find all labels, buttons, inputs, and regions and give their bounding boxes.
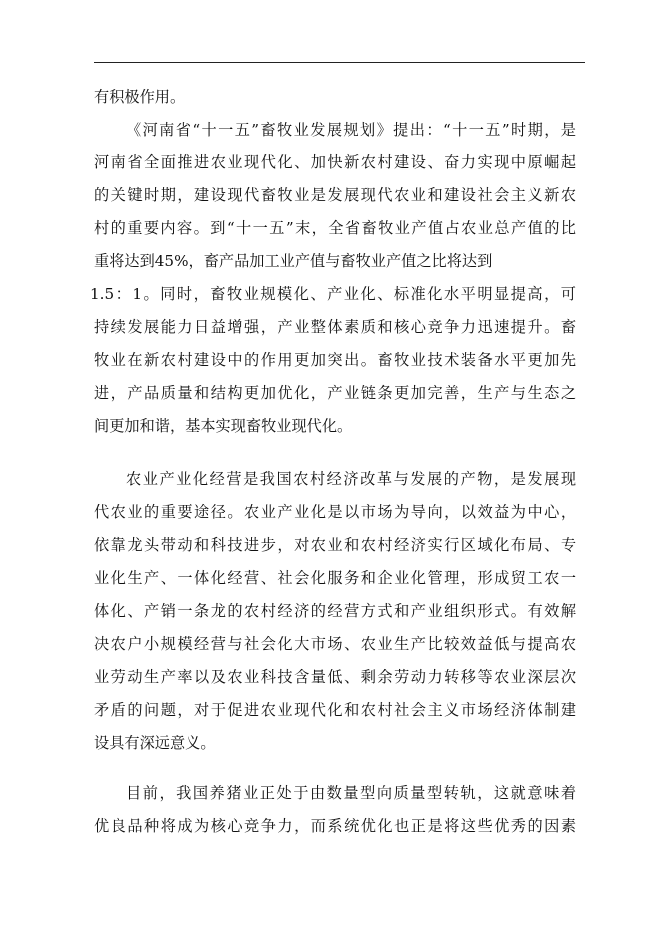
text-line: 村的重要内容。到“十一五”末，全省畜牧业产值占农业总产值的比 xyxy=(94,219,576,237)
text-line: 优良品种将成为核心竞争力，而系统优化也正是将这些优秀的因素 xyxy=(94,817,576,835)
text-line: 设具有深远意义。 xyxy=(94,734,216,752)
text-line: 的关键时期，建设现代畜牧业是发展现代农业和建设社会主义新农 xyxy=(94,186,576,204)
text-line: 业化生产、一体化经营、社会化服务和企业化管理，形成贸工农一 xyxy=(94,569,576,587)
text-line: 间更加和谐，基本实现畜牧业现代化。 xyxy=(94,417,353,435)
header-rule xyxy=(94,62,585,63)
text-line: 有积极作用。 xyxy=(94,88,186,106)
paragraph-start-line: 《河南省“十一五”畜牧业发展规划》提出：“十一五”时期，是 xyxy=(126,121,576,139)
text-line: 矛盾的问题，对于促进农业现代化和农村社会主义市场经济体制建 xyxy=(94,701,576,719)
text-line: 依靠龙头带动和科技进步，对农业和农村经济实行区域化布局、专 xyxy=(94,536,576,554)
paragraph-start-line: 农业产业化经营是我国农村经济改革与发展的产物，是发展现 xyxy=(126,470,576,488)
text-line: 决农户小规模经营与社会化大市场、农业生产比较效益低与提高农 xyxy=(94,635,576,653)
text-line: 业劳动生产率以及农业科技含量低、剩余劳动力转移等农业深层次 xyxy=(94,668,576,686)
text-line: 持续发展能力日益增强，产业整体素质和核心竞争力迅速提升。畜 xyxy=(94,318,576,336)
text-line: 1.5：1。同时，畜牧业规模化、产业化、标准化水平明显提高，可 xyxy=(90,285,576,303)
paragraph-start-line: 目前，我国养猪业正处于由数量型向质量型转轨，这就意味着 xyxy=(126,784,576,802)
text-line: 河南省全面推进农业现代化、加快新农村建设、奋力实现中原崛起 xyxy=(94,153,576,171)
text-line: 代农业的重要途径。农业产业化是以市场为导向，以效益为中心， xyxy=(94,503,576,521)
text-line: 牧业在新农村建设中的作用更加突出。畜牧业技术装备水平更加先 xyxy=(94,351,576,369)
text-line: 进，产品质量和结构更加优化，产业链条更加完善，生产与生态之 xyxy=(94,384,576,402)
text-line: 重将达到45%，畜产品加工业产值与畜牧业产值之比将达到 xyxy=(94,252,493,270)
text-line: 体化、产销一条龙的农村经济的经营方式和产业组织形式。有效解 xyxy=(94,602,576,620)
